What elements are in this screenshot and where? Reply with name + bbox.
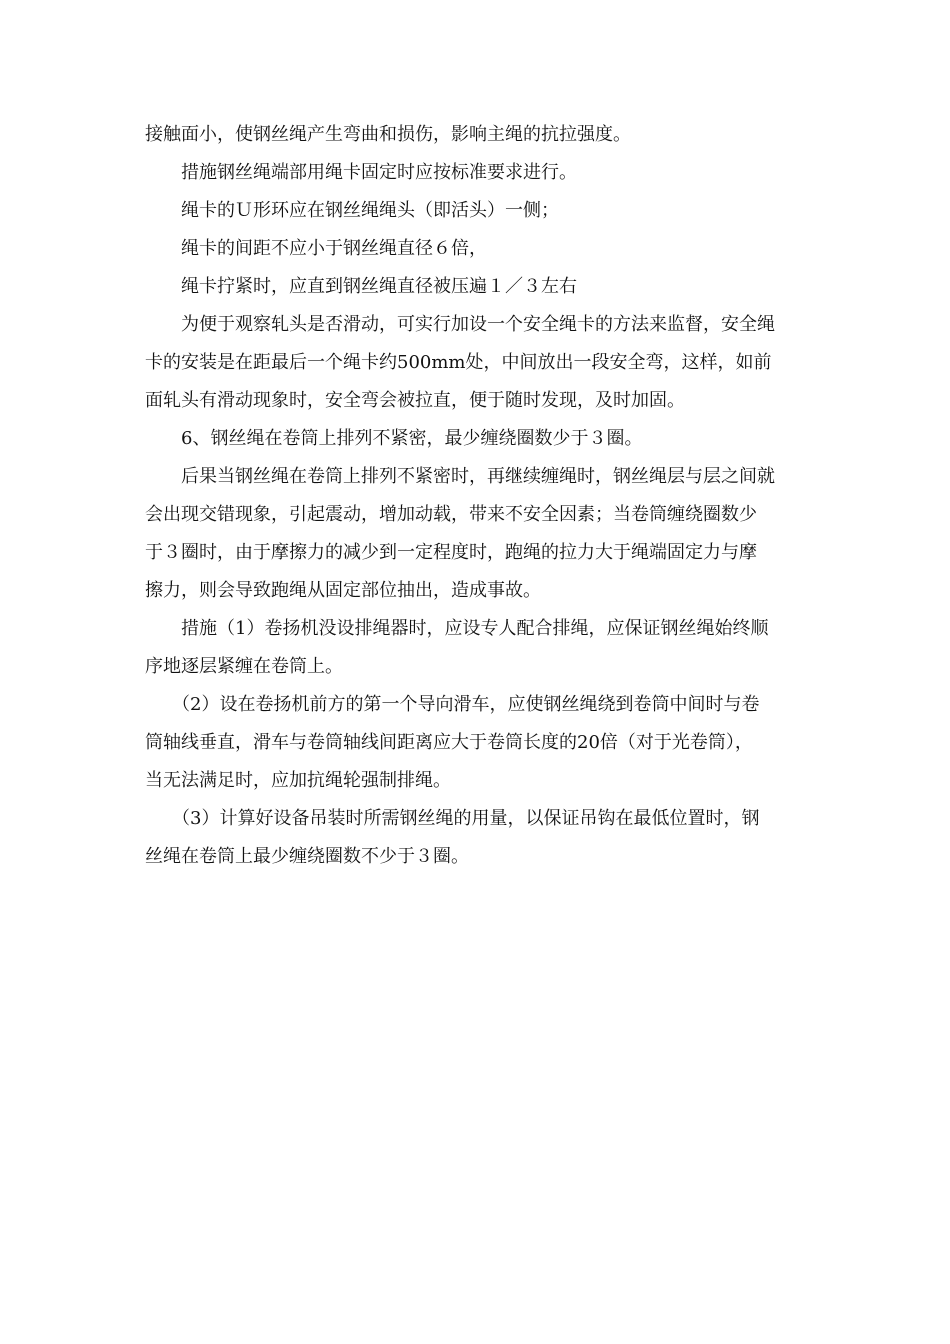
text-line: 措施钢丝绳端部用绳卡固定时应按标准要求进行。 <box>145 162 577 183</box>
text-line: 后果当钢丝绳在卷筒上排列不紧密时，再继续缠绳时，钢丝绳层与层之间就 <box>145 466 775 487</box>
text-line: 擦力，则会导致跑绳从固定部位抽出，造成事故。 <box>145 580 541 601</box>
text-line: 当无法满足时，应加抗绳轮强制排绳。 <box>145 770 451 791</box>
text-line: 于３圈时，由于摩擦力的减少到一定程度时，跑绳的拉力大于绳端固定力与摩 <box>145 542 757 563</box>
document-body <box>145 116 810 876</box>
text-line: （2）设在卷扬机前方的第一个导向滑车，应使钢丝绳绕到卷筒中间时与卷 <box>145 694 760 715</box>
text-line: 序地逐层紧缠在卷筒上。 <box>145 656 343 677</box>
text-line: 会出现交错现象，引起震动，增加动载，带来不安全因素；当卷筒缠绕圈数少 <box>145 504 757 525</box>
text-line: 措施（1）卷扬机没设排绳器时，应设专人配合排绳，应保证钢丝绳始终顺 <box>145 618 769 639</box>
text-line: 6、钢丝绳在卷筒上排列不紧密，最少缠绕圈数少于３圈。 <box>145 428 643 449</box>
text-line: 面轧头有滑动现象时，安全弯会被拉直，便于随时发现，及时加固。 <box>145 390 685 411</box>
text-line: 绳卡的Ｕ形环应在钢丝绳绳头（即活头）一侧； <box>145 200 559 221</box>
text-line: 绳卡拧紧时，应直到钢丝绳直径被压遍１／３左右 <box>145 276 577 297</box>
text-line: 为便于观察轧头是否滑动，可实行加设一个安全绳卡的方法来监督，安全绳 <box>145 314 775 335</box>
text-line: 接触面小，使钢丝绳产生弯曲和损伤，影响主绳的抗拉强度。 <box>145 124 631 145</box>
text-line: 筒轴线垂直，滑车与卷筒轴线间距离应大于卷筒长度的20倍（对于光卷筒）， <box>145 732 753 753</box>
text-line: （3）计算好设备吊装时所需钢丝绳的用量，以保证吊钩在最低位置时，钢 <box>145 808 760 829</box>
text-line: 绳卡的间距不应小于钢丝绳直径６倍， <box>145 238 487 259</box>
text-line: 丝绳在卷筒上最少缠绕圈数不少于３圈。 <box>145 846 469 867</box>
text-line: 卡的安装是在距最后一个绳卡约500mm处，中间放出一段安全弯，这样，如前 <box>145 352 772 373</box>
